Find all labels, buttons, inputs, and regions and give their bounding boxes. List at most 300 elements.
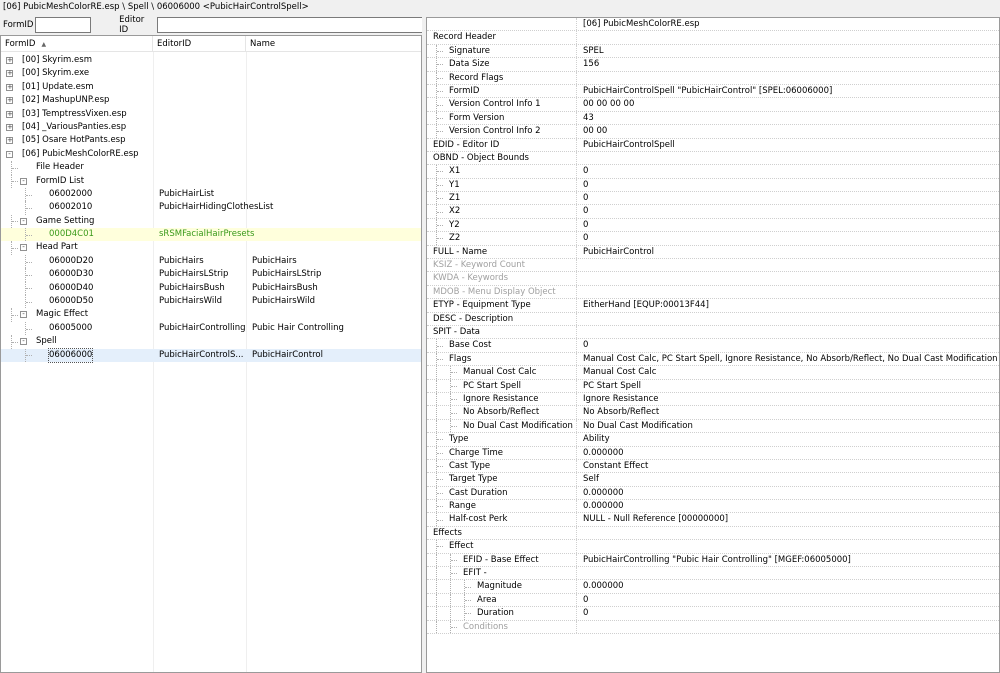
record-field-label: Effect bbox=[449, 541, 474, 552]
tree-row-formid: [06] PubicMeshColorRE.esp bbox=[22, 148, 139, 159]
record-field-value: 0 bbox=[583, 179, 589, 190]
record-field-cell bbox=[427, 527, 577, 539]
formid-filter-label: FormID bbox=[3, 20, 34, 30]
tree-guide-tick bbox=[437, 51, 443, 52]
record-field-label: EDID - Editor ID bbox=[433, 139, 500, 150]
record-field-label: Manual Cost Calc bbox=[463, 367, 537, 378]
tree-guide-line bbox=[436, 205, 437, 217]
record-row[interactable] bbox=[427, 500, 999, 513]
record-row[interactable] bbox=[427, 621, 999, 634]
record-field-cell bbox=[427, 607, 577, 619]
record-row[interactable] bbox=[427, 139, 999, 152]
tree-row-formid-cell bbox=[1, 282, 153, 295]
tree-guide-tick bbox=[437, 520, 443, 521]
tree-row[interactable] bbox=[1, 241, 421, 254]
tree-guide-tick bbox=[451, 627, 457, 628]
record-field-label: Flags bbox=[449, 353, 472, 364]
tree-row[interactable] bbox=[1, 175, 421, 188]
collapse-icon[interactable]: - bbox=[20, 244, 27, 251]
tree-guide-line bbox=[25, 282, 26, 295]
record-field-value: 43 bbox=[583, 112, 594, 123]
record-field-value: SPEL bbox=[583, 45, 604, 56]
tree-row-formid-cell bbox=[1, 161, 153, 174]
record-row[interactable] bbox=[427, 353, 999, 366]
tree-row-formid: [01] Update.esm bbox=[22, 81, 94, 92]
record-field-cell bbox=[427, 339, 577, 351]
tree-guide-line bbox=[25, 188, 26, 201]
record-row[interactable] bbox=[427, 152, 999, 165]
tree-row[interactable] bbox=[1, 201, 421, 214]
record-row[interactable] bbox=[427, 192, 999, 205]
tree-row-formid: FormID List bbox=[36, 175, 85, 186]
record-field-cell bbox=[427, 45, 577, 57]
tree-guide-tick bbox=[451, 386, 457, 387]
tree-row-formid: [00] Skyrim.exe bbox=[22, 68, 90, 79]
tree-row-formid: File Header bbox=[36, 162, 84, 173]
tree-row[interactable] bbox=[1, 268, 421, 281]
tree-row[interactable] bbox=[1, 228, 421, 241]
record-field-cell bbox=[427, 259, 577, 271]
tree-guide-line bbox=[450, 567, 451, 579]
record-field-label: Record Flags bbox=[449, 72, 504, 83]
tree-guide-line bbox=[436, 339, 437, 351]
record-row[interactable] bbox=[427, 420, 999, 433]
record-field-cell bbox=[427, 540, 577, 552]
record-field-value: 0 bbox=[583, 340, 589, 351]
tree-row-formid: Spell bbox=[36, 336, 57, 347]
tree-guide-tick bbox=[26, 355, 32, 356]
record-row[interactable] bbox=[427, 112, 999, 125]
tree-guide-tick bbox=[437, 439, 443, 440]
record-field-value: 0 bbox=[583, 193, 589, 204]
record-row[interactable] bbox=[427, 406, 999, 419]
record-row[interactable] bbox=[427, 433, 999, 446]
record-field-cell bbox=[427, 18, 577, 30]
tree-row[interactable] bbox=[1, 121, 421, 134]
tree-row-editorid: PubicHairList bbox=[159, 188, 215, 199]
tree-row-formid: [03] TemptressVixen.esp bbox=[22, 108, 127, 119]
record-field-cell bbox=[427, 58, 577, 70]
tree-guide-tick bbox=[437, 346, 443, 347]
tree-row[interactable] bbox=[1, 308, 421, 321]
tree-row-formid: 000D4C01 bbox=[49, 229, 94, 240]
record-field-label: PC Start Spell bbox=[463, 380, 521, 391]
tree-rows bbox=[1, 54, 421, 362]
expand-icon[interactable]: + bbox=[7, 122, 13, 131]
tree-row[interactable] bbox=[1, 335, 421, 348]
tree-row-formid-cell bbox=[1, 255, 153, 268]
filter-bar bbox=[0, 15, 425, 35]
record-field-cell bbox=[427, 326, 577, 338]
tree-guide-tick bbox=[12, 181, 18, 182]
record-row[interactable] bbox=[427, 326, 999, 339]
tree-row-formid-cell bbox=[1, 134, 153, 147]
tree-guide-line bbox=[450, 621, 451, 633]
tree-row-formid: 06002010 bbox=[49, 202, 93, 213]
record-row[interactable] bbox=[427, 554, 999, 567]
tree-guide-tick bbox=[437, 64, 443, 65]
tree-row-formid-cell bbox=[1, 268, 153, 281]
tree-row[interactable] bbox=[1, 215, 421, 228]
record-field-label: Cast Type bbox=[449, 460, 491, 471]
record-row[interactable] bbox=[427, 567, 999, 580]
record-field-cell bbox=[427, 473, 577, 485]
tree-guide-line bbox=[436, 621, 437, 633]
record-field-value: 0 bbox=[583, 608, 589, 619]
record-field-value: 156 bbox=[583, 59, 600, 70]
tree-row-editorid: PubicHairsBush bbox=[159, 282, 225, 293]
tree-row-formid: 06000D40 bbox=[49, 282, 94, 293]
record-field-label: EFIT - bbox=[463, 568, 487, 579]
record-field-value: 0.000000 bbox=[583, 581, 624, 592]
tree-guide-tick bbox=[26, 195, 32, 196]
tree-guide-line bbox=[450, 607, 451, 619]
tree-guide-line bbox=[11, 215, 12, 228]
record-field-cell bbox=[427, 165, 577, 177]
tree-guide-tick bbox=[26, 302, 32, 303]
record-field-cell bbox=[427, 31, 577, 43]
record-row[interactable] bbox=[427, 473, 999, 486]
tree-guide-tick bbox=[437, 78, 443, 79]
expand-icon[interactable]: + bbox=[7, 109, 13, 118]
tree-row-formid-cell bbox=[1, 175, 153, 188]
formid-column-label: FormID bbox=[5, 39, 36, 49]
expand-icon[interactable]: + bbox=[7, 69, 13, 78]
record-field-value: No Dual Cast Modification bbox=[583, 420, 693, 431]
window-title: [06] PubicMeshColorRE.esp \ Spell \ 06006000 <PubicHairControlSpell> bbox=[0, 0, 1000, 15]
record-field-cell bbox=[427, 72, 577, 84]
record-row[interactable] bbox=[427, 58, 999, 71]
tree-guide-tick bbox=[437, 105, 443, 106]
tree-guide-tick bbox=[437, 212, 443, 213]
collapse-icon[interactable]: - bbox=[6, 151, 13, 158]
tree-row[interactable] bbox=[1, 322, 421, 335]
tree-row-name: Pubic Hair Controlling bbox=[252, 322, 344, 333]
tree-guide-line bbox=[436, 580, 437, 592]
record-row[interactable] bbox=[427, 125, 999, 138]
tree-guide-line bbox=[436, 406, 437, 418]
tree-guide-tick bbox=[437, 198, 443, 199]
record-field-value: PubicHairControl bbox=[583, 246, 654, 257]
tree-row-name: PubicHairs bbox=[252, 255, 297, 266]
tree-guide-line bbox=[11, 161, 12, 174]
tree-row-editorid: PubicHairHidingClothesList bbox=[159, 202, 274, 213]
record-row[interactable] bbox=[427, 580, 999, 593]
tree-row-formid: 06005000 bbox=[49, 322, 93, 333]
tree-guide-tick bbox=[12, 248, 18, 249]
tree-guide-tick bbox=[437, 466, 443, 467]
record-field-cell bbox=[427, 219, 577, 231]
tree-guide-tick bbox=[437, 359, 443, 360]
tree-guide-line bbox=[436, 594, 437, 606]
record-row[interactable] bbox=[427, 98, 999, 111]
record-row[interactable] bbox=[427, 165, 999, 178]
sort-ascending-icon: ▲ bbox=[41, 41, 47, 48]
record-field-cell bbox=[427, 98, 577, 110]
tree-row-formid-cell bbox=[1, 81, 153, 94]
editorid-column-label: EditorID bbox=[157, 39, 192, 49]
record-field-label: Half-cost Perk bbox=[449, 514, 508, 525]
record-field-value: 0 bbox=[583, 219, 589, 230]
record-row[interactable] bbox=[427, 366, 999, 379]
record-field-cell bbox=[427, 500, 577, 512]
tree-row-name: PubicHairsWild bbox=[252, 296, 316, 307]
tree-guide-line bbox=[436, 473, 437, 485]
tree-row-formid-cell bbox=[1, 201, 153, 214]
record-row[interactable] bbox=[427, 527, 999, 540]
name-column-header[interactable] bbox=[246, 36, 421, 52]
tree-row[interactable] bbox=[1, 349, 421, 362]
tree-guide-line bbox=[436, 460, 437, 472]
record-row[interactable] bbox=[427, 594, 999, 607]
tree-row[interactable] bbox=[1, 188, 421, 201]
tree-row-editorid: PubicHairControlS... bbox=[159, 349, 244, 360]
tree-row[interactable] bbox=[1, 67, 421, 80]
tree-guide-tick bbox=[437, 225, 443, 226]
record-field-value: PC Start Spell bbox=[583, 380, 641, 391]
record-row[interactable] bbox=[427, 85, 999, 98]
editorid-column-header[interactable] bbox=[153, 36, 246, 52]
record-field-label: Y1 bbox=[449, 179, 460, 190]
record-field-cell bbox=[427, 567, 577, 579]
tree-row[interactable] bbox=[1, 255, 421, 268]
tree-guide-tick bbox=[451, 413, 457, 414]
formid-column-header[interactable] bbox=[1, 36, 153, 52]
record-field-cell bbox=[427, 85, 577, 97]
tree-guide-line bbox=[436, 366, 437, 378]
record-field-cell bbox=[427, 232, 577, 244]
tree-guide-tick bbox=[437, 453, 443, 454]
tree-guide-tick bbox=[437, 131, 443, 132]
record-field-value: Ignore Resistance bbox=[583, 393, 659, 404]
tree-guide-line bbox=[25, 295, 26, 308]
tree-guide-line bbox=[436, 85, 437, 97]
tree-guide-tick bbox=[437, 118, 443, 119]
tree-guide-line bbox=[436, 98, 437, 110]
record-field-label: Cast Duration bbox=[449, 487, 508, 498]
record-field-value: NULL - Null Reference [00000000] bbox=[583, 514, 729, 525]
tree-guide-line bbox=[25, 349, 26, 362]
tree-guide-line bbox=[436, 125, 437, 137]
record-field-value: PubicHairControlSpell bbox=[583, 139, 675, 150]
tree-row-name: PubicHairsBush bbox=[252, 282, 318, 293]
record-row[interactable] bbox=[427, 540, 999, 553]
record-field-label: Duration bbox=[477, 608, 514, 619]
record-row[interactable] bbox=[427, 447, 999, 460]
record-row[interactable] bbox=[427, 272, 999, 285]
tree-guide-line bbox=[436, 112, 437, 124]
tree-guide-line bbox=[436, 58, 437, 70]
tree-guide-line bbox=[450, 393, 451, 405]
tree-guide-line bbox=[436, 232, 437, 244]
record-row[interactable] bbox=[427, 286, 999, 299]
tree-row[interactable] bbox=[1, 295, 421, 308]
record-field-value: Manual Cost Calc bbox=[583, 367, 657, 378]
tree-row-formid-cell bbox=[1, 228, 153, 241]
collapse-icon[interactable]: - bbox=[20, 338, 27, 345]
record-field-value: Self bbox=[583, 474, 599, 485]
record-row[interactable] bbox=[427, 313, 999, 326]
tree-row-formid: [02] MashupUNP.esp bbox=[22, 95, 110, 106]
record-row[interactable] bbox=[427, 460, 999, 473]
expand-icon[interactable]: + bbox=[7, 56, 13, 64]
record-field-cell bbox=[427, 205, 577, 217]
record-field-cell bbox=[427, 179, 577, 191]
tree-guide-line bbox=[450, 420, 451, 432]
tree-guide-tick bbox=[465, 587, 471, 588]
tree-row-formid-cell bbox=[1, 349, 153, 362]
record-row[interactable] bbox=[427, 31, 999, 44]
record-field-label: Y2 bbox=[449, 219, 460, 230]
tree-row-formid: [04] _VariousPanties.esp bbox=[22, 121, 127, 132]
record-field-cell bbox=[427, 554, 577, 566]
tree-row[interactable] bbox=[1, 54, 421, 67]
tree-guide-line bbox=[25, 228, 26, 241]
tree-guide-tick bbox=[437, 493, 443, 494]
tree-row-formid: Magic Effect bbox=[36, 309, 89, 320]
record-rows bbox=[427, 18, 999, 634]
tree-row[interactable] bbox=[1, 94, 421, 107]
record-field-cell bbox=[427, 420, 577, 432]
tree-guide-line bbox=[436, 487, 437, 499]
record-field-cell bbox=[427, 393, 577, 405]
tree-guide-line bbox=[450, 580, 451, 592]
record-row[interactable] bbox=[427, 45, 999, 58]
tree-row-formid: 06002000 bbox=[49, 188, 93, 199]
tree-guide-line bbox=[464, 580, 465, 592]
record-field-value: 0 bbox=[583, 206, 589, 217]
record-row[interactable] bbox=[427, 179, 999, 192]
editorid-filter-input[interactable] bbox=[157, 17, 425, 33]
record-row[interactable] bbox=[427, 205, 999, 218]
tree-guide-tick bbox=[437, 171, 443, 172]
record-row[interactable] bbox=[427, 513, 999, 526]
tree-guide-line bbox=[25, 322, 26, 335]
tree-guide-line bbox=[436, 554, 437, 566]
tree-row-formid: Game Setting bbox=[36, 215, 95, 226]
tree-row-formid-cell bbox=[1, 94, 153, 107]
record-row[interactable] bbox=[427, 259, 999, 272]
tree-row-formid-cell bbox=[1, 295, 153, 308]
tree-guide-line bbox=[450, 594, 451, 606]
record-row[interactable] bbox=[427, 393, 999, 406]
tree-row[interactable] bbox=[1, 282, 421, 295]
record-field-label: SPIT - Data bbox=[433, 326, 480, 337]
tree-row-formid-cell bbox=[1, 241, 153, 254]
tree-row-formid-cell bbox=[1, 108, 153, 121]
tree-guide-tick bbox=[12, 342, 18, 343]
record-row[interactable] bbox=[427, 18, 999, 31]
collapse-icon[interactable]: - bbox=[20, 178, 27, 185]
record-row[interactable] bbox=[427, 607, 999, 620]
tree-row-editorid: PubicHairControlling bbox=[159, 322, 246, 333]
record-field-label: Version Control Info 1 bbox=[449, 99, 541, 110]
record-field-cell bbox=[427, 580, 577, 592]
record-field-label: Z2 bbox=[449, 233, 461, 244]
record-field-cell bbox=[427, 460, 577, 472]
record-row[interactable] bbox=[427, 246, 999, 259]
tree-guide-tick bbox=[12, 168, 18, 169]
record-field-value: 0.000000 bbox=[583, 447, 624, 458]
record-field-value: PubicHairControlSpell "PubicHairControl" [SPEL:06006000] bbox=[583, 85, 833, 96]
tree-guide-tick bbox=[26, 262, 32, 263]
record-tree[interactable] bbox=[0, 35, 422, 673]
tree-row[interactable] bbox=[1, 134, 421, 147]
tree-guide-line bbox=[25, 201, 26, 214]
tree-row-editorid: PubicHairsLStrip bbox=[159, 269, 229, 280]
record-field-label: Record Header bbox=[433, 32, 497, 43]
record-row[interactable] bbox=[427, 232, 999, 245]
record-field-cell bbox=[427, 152, 577, 164]
tree-guide-tick bbox=[26, 329, 32, 330]
tree-row[interactable] bbox=[1, 148, 421, 161]
tree-guide-line bbox=[464, 607, 465, 619]
record-field-label: Type bbox=[449, 434, 469, 445]
tree-row[interactable] bbox=[1, 108, 421, 121]
record-row[interactable] bbox=[427, 219, 999, 232]
tree-row-formid: 06000D20 bbox=[49, 255, 94, 266]
record-field-label: Form Version bbox=[449, 112, 505, 123]
collapse-icon[interactable]: - bbox=[20, 311, 27, 318]
tree-guide-tick bbox=[437, 91, 443, 92]
tree-row-editorid: PubicHairs bbox=[159, 255, 204, 266]
tree-guide-tick bbox=[451, 573, 457, 574]
record-field-label: Range bbox=[449, 501, 476, 512]
expand-icon[interactable]: + bbox=[7, 82, 13, 91]
record-field-cell bbox=[427, 513, 577, 525]
record-field-cell bbox=[427, 487, 577, 499]
record-row[interactable] bbox=[427, 487, 999, 500]
record-field-label: Ignore Resistance bbox=[463, 393, 539, 404]
tree-row-formid: 06006000 bbox=[49, 349, 92, 362]
collapse-icon[interactable]: - bbox=[20, 218, 27, 225]
tree-guide-tick bbox=[437, 238, 443, 239]
record-row[interactable] bbox=[427, 380, 999, 393]
record-field-label: EFID - Base Effect bbox=[463, 554, 539, 565]
record-field-label: MDOB - Menu Display Object bbox=[433, 286, 556, 297]
record-field-cell bbox=[427, 192, 577, 204]
tree-guide-line bbox=[436, 540, 437, 552]
tree-guide-line bbox=[436, 447, 437, 459]
record-row[interactable] bbox=[427, 72, 999, 85]
tree-row-formid: [05] Osare HotPants.esp bbox=[22, 135, 126, 146]
tree-guide-tick bbox=[451, 560, 457, 561]
tree-guide-tick bbox=[451, 372, 457, 373]
tree-guide-tick bbox=[465, 600, 471, 601]
tree-guide-line bbox=[436, 219, 437, 231]
tree-row[interactable] bbox=[1, 161, 421, 174]
tree-guide-tick bbox=[451, 426, 457, 427]
tree-guide-tick bbox=[26, 275, 32, 276]
tree-row[interactable] bbox=[1, 81, 421, 94]
record-row[interactable] bbox=[427, 299, 999, 312]
tree-guide-line bbox=[11, 335, 12, 348]
record-field-cell bbox=[427, 112, 577, 124]
record-row[interactable] bbox=[427, 339, 999, 352]
record-field-value: 0 bbox=[583, 166, 589, 177]
tree-guide-line bbox=[436, 420, 437, 432]
record-field-label: KWDA - Keywords bbox=[433, 273, 509, 284]
record-field-label: No Absorb/Reflect bbox=[463, 407, 540, 418]
record-field-value: Constant Effect bbox=[583, 460, 649, 471]
expand-icon[interactable]: + bbox=[7, 136, 13, 145]
formid-filter-input[interactable] bbox=[35, 17, 91, 33]
record-field-label: ETYP - Equipment Type bbox=[433, 300, 531, 311]
expand-icon[interactable]: + bbox=[7, 96, 13, 105]
record-field-label: OBND - Object Bounds bbox=[433, 152, 529, 163]
tree-guide-tick bbox=[26, 208, 32, 209]
record-field-cell bbox=[427, 433, 577, 445]
